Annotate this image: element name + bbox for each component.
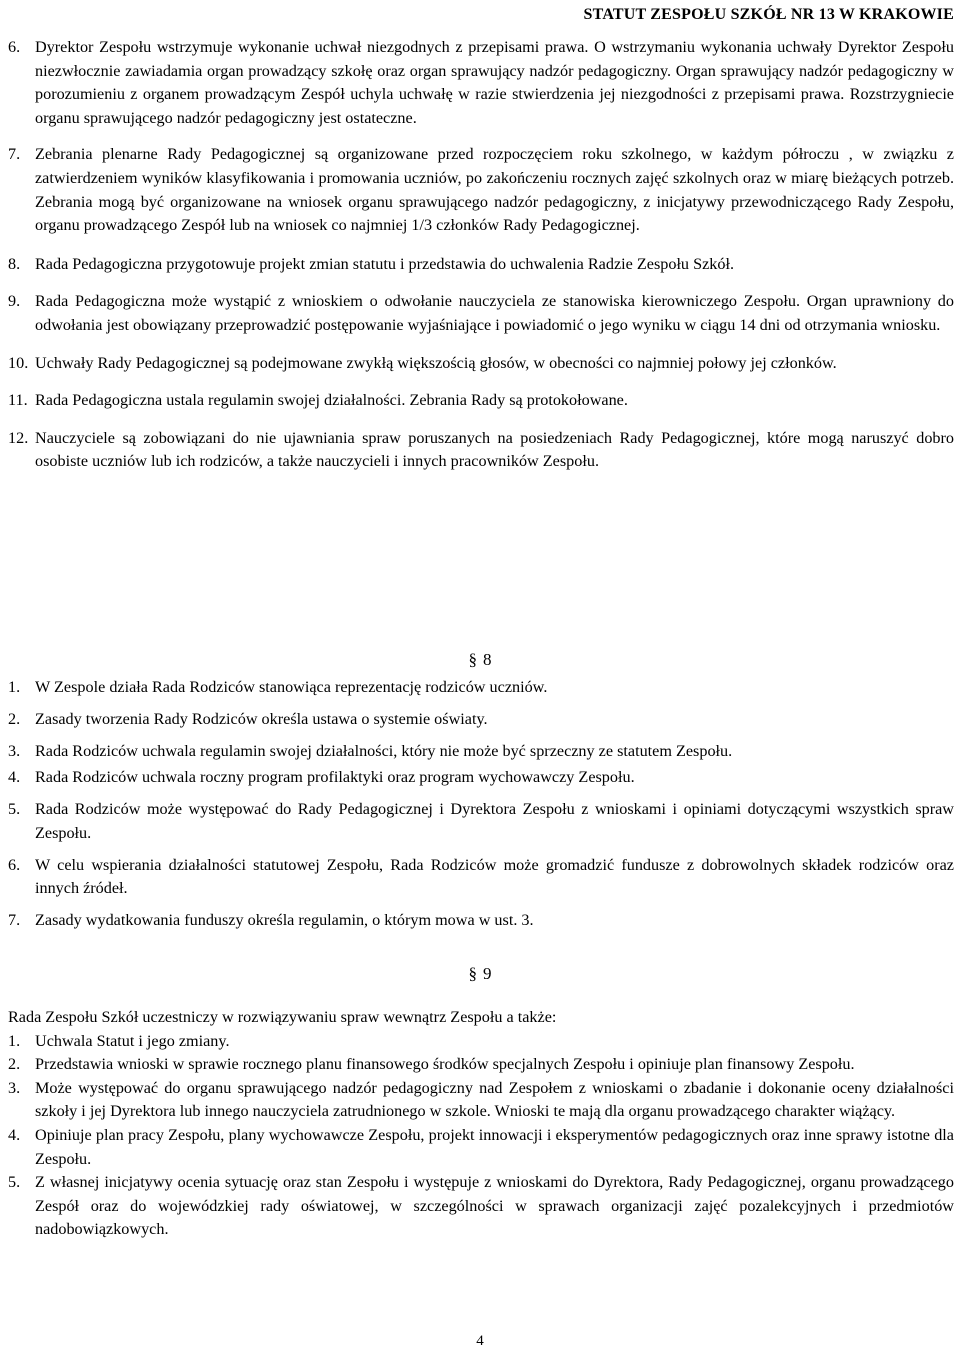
list-item: 9. Rada Pedagogiczna może wystąpić z wnioskiem o odwołanie nauczyciela ze stanowiska kierowniczego Zespołu. Organ uprawniony do odwołania jest obowiązany przeprowadzić postępowanie wyjaśniające i powiadomić o jego wyniku w ciągu 14 dni od otrzymania wniosku. [8, 292, 954, 334]
list-item: 7. Zasady wydatkowania funduszy określa regulamin, o którym mowa w ust. 3. [8, 910, 534, 929]
running-header: STATUT ZESPOŁU SZKÓŁ NR 13 W KRAKOWIE [583, 6, 954, 23]
section-heading-8 [0, 648, 960, 672]
list-item: 2. Przedstawia wnioski w sprawie rocznego planu finansowego środków specjalnych Zespołu i opiniuje plan finansowy Zespołu. [8, 1055, 855, 1074]
section-intro: Rada Zespołu Szkół uczestniczy w rozwiązywaniu spraw wewnątrz Zespołu a także: [8, 1008, 557, 1026]
list-item: 7. Zebrania plenarne Rady Pedagogicznej są organizowane przed rozpoczęciem roku szkolnego, w każdym półroczu , w związku z zatwierdzeniem wyników klasyfikowania i promowania uczniów, po zakończeniu rocznych zajęć szkolnych oraz w miarę bieżących potrzeb. Zebrania mogą być organizowane na wniosek organu sprawującego nadzór pedagogiczny, z inicjatywy przewodniczącego Rady Zespołu, organu prowadzącego Zespół lub na wniosek co najmniej 1/3 członków Rady Pedagogicznej. [8, 145, 954, 235]
school-council-block [8, 1006, 954, 1242]
page-number: 4 [476, 1333, 484, 1349]
list-item: 5. Z własnej inicjatywy ocenia sytuację oraz stan Zespołu i występuje z wnioskami do Dyrektora, Rady Pedagogicznej, organu prowadzącego Zespół oraz do wojewódzkiej rady oświatowej, w szczególności w sprawach organizacji zajęć pozalekcyjnych i przedmiotów nadobowiązkowych. [8, 1173, 954, 1239]
list-item: 10. Uchwały Rady Pedagogicznej są podejmowane zwykłą większością głosów, w obecności co najmniej połowy jej członków. [8, 353, 837, 372]
section-symbol: § [468, 964, 477, 983]
section-heading-9 [0, 962, 960, 986]
list-item: 12. Nauczyciele są zobowiązani do nie ujawniania spraw poruszanych na posiedzeniach Rady Pedagogicznej, które mogą naruszyć dobro osobiste uczniów lub ich rodziców, a także nauczycieli i innych pracowników Zespołu. [8, 428, 954, 471]
list-item: 3. Rada Rodziców uchwala regulamin swojej działalności, który nie może być sprzeczny ze statutem Zespołu. [8, 742, 733, 761]
list-item: 4. Rada Rodziców uchwala roczny program profilaktyki oraz program wychowawczy Zespołu. [8, 767, 635, 786]
list-item: 3. Może występować do organu sprawującego nadzór pedagogiczny nad Zespołem z wnioskami o zbadanie i dokonanie oceny działalności szkoły i jej Dyrektora lub innego nauczyciela zatrudnionego w szkole. Wnioski te mają dla organu prowadzącego charakter wiążący. [8, 1078, 954, 1121]
list-item: 1. W Zespole działa Rada Rodziców stanowiąca reprezentację rodziców uczniów. [8, 678, 548, 696]
parents-council-block [8, 676, 954, 932]
list-item: 8. Rada Pedagogiczna przygotowuje projekt zmian statutu i przedstawia do uchwalenia Radzie Zespołu Szkół. [8, 254, 734, 273]
list-item: 6. Dyrektor Zespołu wstrzymuje wykonanie uchwał niezgodnych z przepisami prawa. O wstrzymaniu wykonania uchwały Dyrektor Zespołu niezwłocznie zawiadamia organ prowadzący szkołę oraz organ sprawujący nadzór pedagogiczny. Organ sprawujący nadzór pedagogiczny w porozumieniu z organem prowadzącym Zespół uchyla uchwałę w razie stwierdzenia jej niezgodności z przepisami prawa. Rozstrzygniecie organu sprawującego nadzór pedagogiczny jest ostateczne. [8, 38, 954, 127]
list-item: 6. W celu wspierania działalności statutowej Zespołu, Rada Rodziców może gromadzić fundusze z dobrowolnych składek rodziców oraz innych źródeł. [8, 855, 954, 898]
list-item: 11. Rada Pedagogiczna ustala regulamin swojej działalności. Zebrania Rady są protokołowane. [8, 391, 628, 410]
list-item: 4. Opiniuje plan pracy Zespołu, plany wychowawcze Zespołu, projekt innowacji i eksperymentów pedagogicznych oraz inne sprawy istotne dla Zespołu. [8, 1125, 954, 1168]
section-symbol: § [468, 650, 477, 669]
list-item: 1. Uchwala Statut i jego zmiany. [8, 1031, 230, 1050]
list-item: 2. Zasady tworzenia Rady Rodziców określa ustawa o systemie oświaty. [8, 709, 488, 728]
council-items-block [8, 36, 954, 474]
list-item: 5. Rada Rodziców może występować do Rady Pedagogicznej i Dyrektora Zespołu z wnioskami i opiniami dotyczącymi wszystkich spraw Zespołu. [8, 800, 954, 842]
section-number: 9 [483, 964, 492, 983]
section-number: 8 [483, 650, 492, 669]
